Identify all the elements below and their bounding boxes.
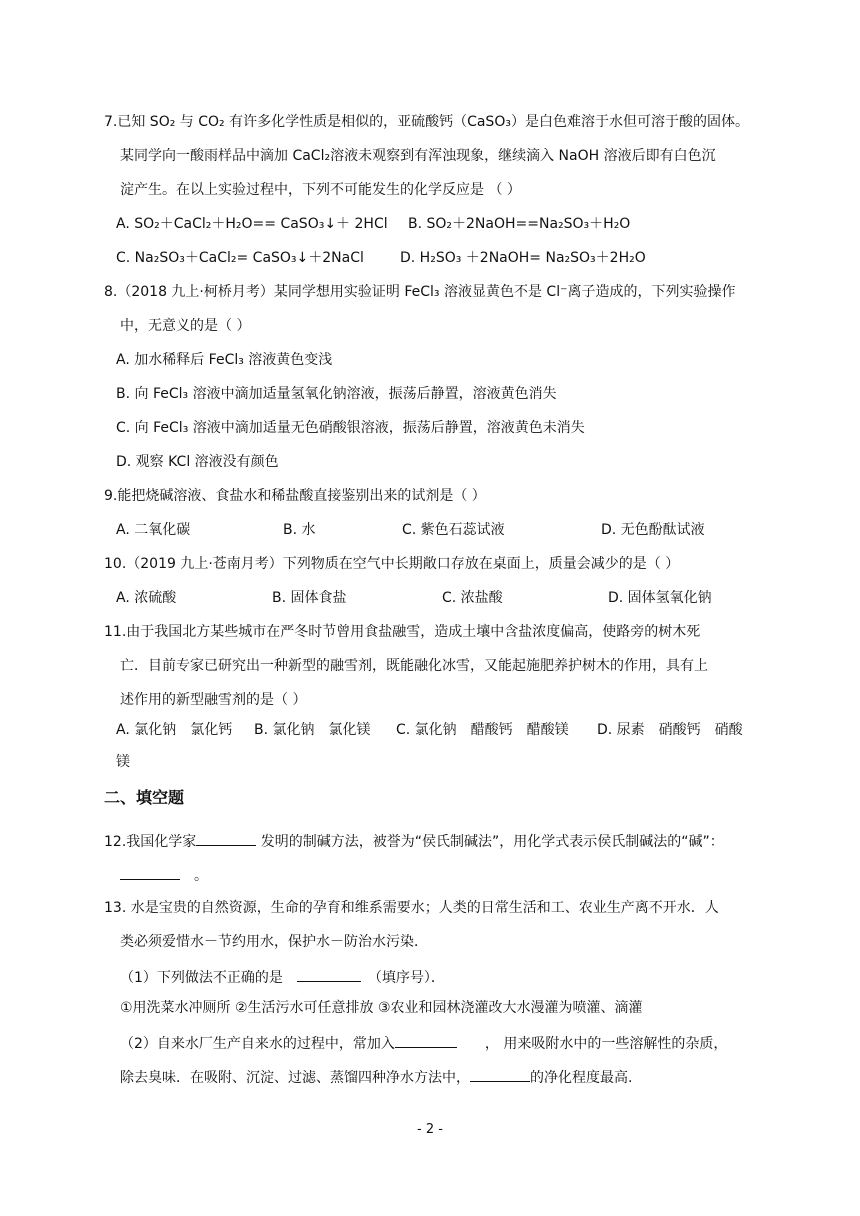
q10-line1: 10.（2019 九上·苍南月考）下列物质在空气中长期敞口存放在桌面上，质量会减少的是（ ） — [104, 556, 680, 572]
q12-text-b: 发明的制碱方法，被誉为“侯氏制碱法”，用化学式表示侯氏制碱法的“碱”： — [260, 834, 724, 850]
q7-line1: 7.已知 SO₂ 与 CO₂ 有许多化学性质是相似的，亚硫酸钙（CaSO₃）是白色难溶于水但可溶于酸的固体。 — [104, 114, 749, 130]
q13-part1 — [120, 966, 445, 988]
page-number: - 2 - — [417, 1122, 443, 1137]
q11-option-b: B. 氯化钠 氯化镁 — [254, 722, 371, 738]
q10-option-c: C. 浓盐酸 — [442, 590, 503, 606]
q13-part2 — [120, 1032, 727, 1054]
q11-line2: 亡．目前专家已研究出一种新型的融雪剂，既能融化冰雪，又能起施肥养护树木的作用，具有上 — [120, 658, 708, 674]
q8-line1: 8.（2018 九上·柯桥月考）某同学想用实验证明 FeCl₃ 溶液显黄色不是 Cl⁻离子造成的，下列实验操作 — [104, 284, 736, 300]
q13-blank-1[interactable] — [297, 966, 361, 982]
q12-text-a: 12.我国化学家 — [104, 834, 197, 850]
q8-option-d: D. 观察 KCl 溶液没有颜色 — [116, 454, 279, 470]
q7-line3: 淀产生。在以上实验过程中，下列不可能发生的化学反应是 （ ） — [120, 182, 521, 198]
q12-text-end: 。 — [194, 868, 208, 884]
q7-option-a: A. SO₂＋CaCl₂＋H₂O== CaSO₃↓＋ 2HCl — [116, 216, 388, 232]
q13-part2-text-c: 除去臭味．在吸附、沉淀、过滤、蒸馏四种净水方法中， — [120, 1070, 470, 1086]
q13-part2-text-d: 的净化程度最高. — [530, 1070, 633, 1086]
q13-part2-line2 — [120, 1066, 632, 1088]
q8-option-c: C. 向 FeCl₃ 溶液中滴加适量无色硝酸银溶液，振荡后静置，溶液黄色未消失 — [116, 420, 585, 436]
q13-blank-2[interactable] — [395, 1032, 457, 1048]
q13-part1-options: ①用洗菜水冲厕所 ②生活污水可任意排放 ③农业和园林浇灌改大水漫灌为喷灌、滴灌 — [120, 1000, 643, 1016]
q13-part2-text-a: （2）自来水厂生产自来水的过程中，常加入 — [120, 1036, 395, 1052]
q7-option-b: B. SO₂＋2NaOH==Na₂SO₃＋H₂O — [408, 216, 631, 232]
q10-option-d: D. 固体氢氧化钠 — [608, 590, 712, 606]
q11-line1: 11.由于我国北方某些城市在严冬时节曾用食盐融雪，造成土壤中含盐浓度偏高，使路旁的树木死 — [104, 624, 701, 640]
q11-option-d-wrap: 镁 — [116, 754, 130, 770]
q7-line2: 某同学向一酸雨样品中滴加 CaCl₂溶液未观察到有浑浊现象，继续滴入 NaOH 溶液后即有白色沉 — [120, 148, 716, 164]
q7-option-d: D. H₂SO₃ ＋2NaOH= Na₂SO₃＋2H₂O — [400, 250, 646, 266]
q12-blank-1[interactable] — [196, 830, 256, 846]
q12-line1 — [104, 830, 724, 852]
q11-line3: 述作用的新型融雪剂的是（ ） — [120, 692, 307, 708]
q10-option-b: B. 固体食盐 — [272, 590, 347, 606]
q9-option-c: C. 紫色石蕊试液 — [402, 522, 505, 538]
q12-blank-2[interactable] — [120, 864, 180, 880]
q13-blank-3[interactable] — [470, 1066, 530, 1082]
q10-option-a: A. 浓硫酸 — [116, 590, 177, 606]
q11-option-c: C. 氯化钠 醋酸钙 醋酸镁 — [396, 722, 569, 738]
q8-option-a: A. 加水稀释后 FeCl₃ 溶液黄色变浅 — [116, 352, 333, 368]
q13-line2: 类必须爱惜水－节约用水，保护水－防治水污染． — [120, 934, 428, 950]
q13-line1: 13. 水是宝贵的自然资源，生命的孕育和维系需要水；人类的日常生活和工、农业生产离不开水．人 — [104, 900, 719, 916]
q11-option-a: A. 氯化钠 氯化钙 — [116, 722, 233, 738]
q7-option-c: C. Na₂SO₃＋CaCl₂= CaSO₃↓＋2NaCl — [116, 250, 364, 266]
q11-option-d: D. 尿素 硝酸钙 硝酸 — [597, 722, 743, 738]
q8-line2: 中，无意义的是（ ） — [120, 318, 251, 334]
section-heading: 二、填空题 — [104, 788, 185, 807]
q9-option-a: A. 二氧化碳 — [116, 522, 191, 538]
q8-option-b: B. 向 FeCl₃ 溶液中滴加适量氢氧化钠溶液，振荡后静置，溶液黄色消失 — [116, 386, 557, 402]
q13-part1-text: （1）下列做法不正确的是 — [120, 970, 283, 986]
q13-part2-text-b: ， 用来吸附水中的一些溶解性的杂质， — [484, 1036, 728, 1052]
q9-line1: 9.能把烧碱溶液、食盐水和稀盐酸直接鉴别出来的试剂是（ ） — [104, 488, 486, 504]
q9-option-b: B. 水 — [283, 522, 316, 538]
q12-line2 — [120, 864, 208, 886]
q9-option-d: D. 无色酚酞试液 — [601, 522, 705, 538]
q13-part1-hint: （填序号）． — [374, 970, 445, 986]
